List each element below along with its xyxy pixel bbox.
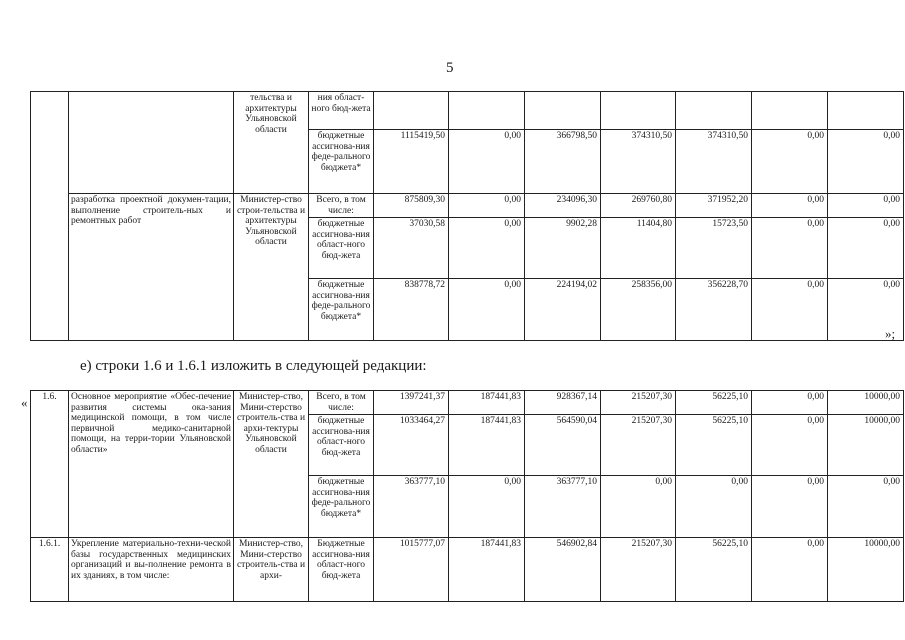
table-row	[31, 92, 904, 130]
value-cell: 9902,28	[525, 218, 601, 279]
funding-source-cell: бюджетные ассигнова-ния област-ного бюд-жета	[309, 218, 374, 279]
value-cell	[601, 92, 676, 130]
value-cell: 1115419,50	[374, 130, 449, 194]
value-cell: 10000,00	[828, 415, 904, 476]
value-cell: 564590,04	[525, 415, 601, 476]
value-cell: 0,00	[752, 130, 828, 194]
value-cell: 0,00	[752, 538, 828, 602]
value-cell: 1033464,27	[374, 415, 449, 476]
value-cell: 0,00	[676, 476, 752, 538]
value-cell: 875809,30	[374, 194, 449, 218]
value-cell: 10000,00	[828, 391, 904, 415]
agency-cell: тельства и архитектуры Ульяновской области	[234, 92, 309, 194]
page-number: 5	[446, 60, 454, 76]
funding-source-cell: ния област-ного бюд-жета	[309, 92, 374, 130]
value-cell: 838778,72	[374, 279, 449, 341]
value-cell: 0,00	[752, 218, 828, 279]
value-cell: 0,00	[752, 194, 828, 218]
event-title-cell	[69, 92, 234, 194]
value-cell: 0,00	[828, 476, 904, 538]
funding-source-cell: бюджетные ассигнова-ния феде-рального бюджета*	[309, 476, 374, 538]
value-cell	[374, 92, 449, 130]
funding-source-cell: Всего, в том числе:	[309, 194, 374, 218]
value-cell: 546902,84	[525, 538, 601, 602]
value-cell: 269760,80	[601, 194, 676, 218]
value-cell: 374310,50	[601, 130, 676, 194]
value-cell: 10000,00	[828, 538, 904, 602]
funding-source-cell: Всего, в том числе:	[309, 391, 374, 415]
funding-source-cell: Бюджетные ассигнова-ния област-ного бюд-жета	[309, 538, 374, 602]
agency-cell: Министер-ство строи-тельства и архитектуры Ульяновской области	[234, 194, 309, 341]
value-cell: 215207,30	[601, 538, 676, 602]
row-number-cell: 1.6.	[31, 391, 69, 538]
value-cell: 363777,10	[525, 476, 601, 538]
value-cell: 0,00	[449, 476, 525, 538]
value-cell: 0,00	[752, 476, 828, 538]
value-cell: 224194,02	[525, 279, 601, 341]
value-cell: 356228,70	[676, 279, 752, 341]
value-cell: 56225,10	[676, 415, 752, 476]
value-cell: 1397241,37	[374, 391, 449, 415]
program-table-new-rows	[30, 390, 904, 602]
value-cell: 0,00	[752, 279, 828, 341]
value-cell: 0,00	[828, 194, 904, 218]
table-row	[31, 391, 904, 415]
value-cell: 0,00	[828, 130, 904, 194]
value-cell: 258356,00	[601, 279, 676, 341]
table-row	[31, 538, 904, 602]
value-cell	[525, 92, 601, 130]
value-cell: 0,00	[828, 218, 904, 279]
value-cell: 0,00	[449, 218, 525, 279]
value-cell	[828, 92, 904, 130]
value-cell: 374310,50	[676, 130, 752, 194]
value-cell: 37030,58	[374, 218, 449, 279]
value-cell: 187441,83	[449, 538, 525, 602]
value-cell: 0,00	[752, 391, 828, 415]
value-cell: 0,00	[449, 279, 525, 341]
value-cell: 371952,20	[676, 194, 752, 218]
opening-quote-mark: «	[21, 395, 28, 410]
event-title-cell: разработка проектной докумен-тации, выполнение строитель-ных и ремонтных работ	[69, 194, 234, 341]
closing-quote-mark: »;	[885, 326, 896, 341]
value-cell: 0,00	[449, 130, 525, 194]
value-cell: 187441,83	[449, 391, 525, 415]
agency-cell: Министер-ство, Мини-стерство строитель-ства и архи-тектуры Ульяновской области	[234, 391, 309, 538]
value-cell: 1015777,07	[374, 538, 449, 602]
value-cell: 56225,10	[676, 391, 752, 415]
value-cell: 15723,50	[676, 218, 752, 279]
value-cell: 234096,30	[525, 194, 601, 218]
value-cell: 0,00	[752, 415, 828, 476]
amendment-instruction: е) строки 1.6 и 1.6.1 изложить в следующей редакции:	[80, 358, 427, 374]
row-number-cell: 1.6.1.	[31, 538, 69, 602]
value-cell: 928367,14	[525, 391, 601, 415]
value-cell	[449, 92, 525, 130]
funding-source-cell: бюджетные ассигнова-ния феде-рального бюджета*	[309, 279, 374, 341]
funding-source-cell: бюджетные ассигнова-ния феде-рального бюджета*	[309, 130, 374, 194]
value-cell: 363777,10	[374, 476, 449, 538]
value-cell: 0,00	[449, 194, 525, 218]
funding-source-cell: бюджетные ассигнова-ния област-ного бюд-жета	[309, 415, 374, 476]
program-table-continued	[30, 91, 904, 341]
value-cell: 56225,10	[676, 538, 752, 602]
value-cell: 215207,30	[601, 415, 676, 476]
value-cell	[752, 92, 828, 130]
event-title-cell: Основное мероприятие «Обес-печение развития системы ока-зания медицинской помощи, в том числе первичной медико-санитарной помощи, на терри-тории Ульяновской области»	[69, 391, 234, 538]
value-cell: 0,00	[601, 476, 676, 538]
event-title-cell: Укрепление материально-техни-ческой базы государственных медицинских организаций и вы-полнение ремонта в их зданиях, в том числе:	[69, 538, 234, 602]
agency-cell: Министер-ство, Мини-стерство строитель-ства и архи-	[234, 538, 309, 602]
value-cell: 0,00	[828, 279, 904, 341]
row-number-cell	[31, 92, 69, 341]
value-cell	[676, 92, 752, 130]
value-cell: 366798,50	[525, 130, 601, 194]
value-cell: 11404,80	[601, 218, 676, 279]
value-cell: 187441,83	[449, 415, 525, 476]
table-row	[31, 194, 904, 218]
value-cell: 215207,30	[601, 391, 676, 415]
